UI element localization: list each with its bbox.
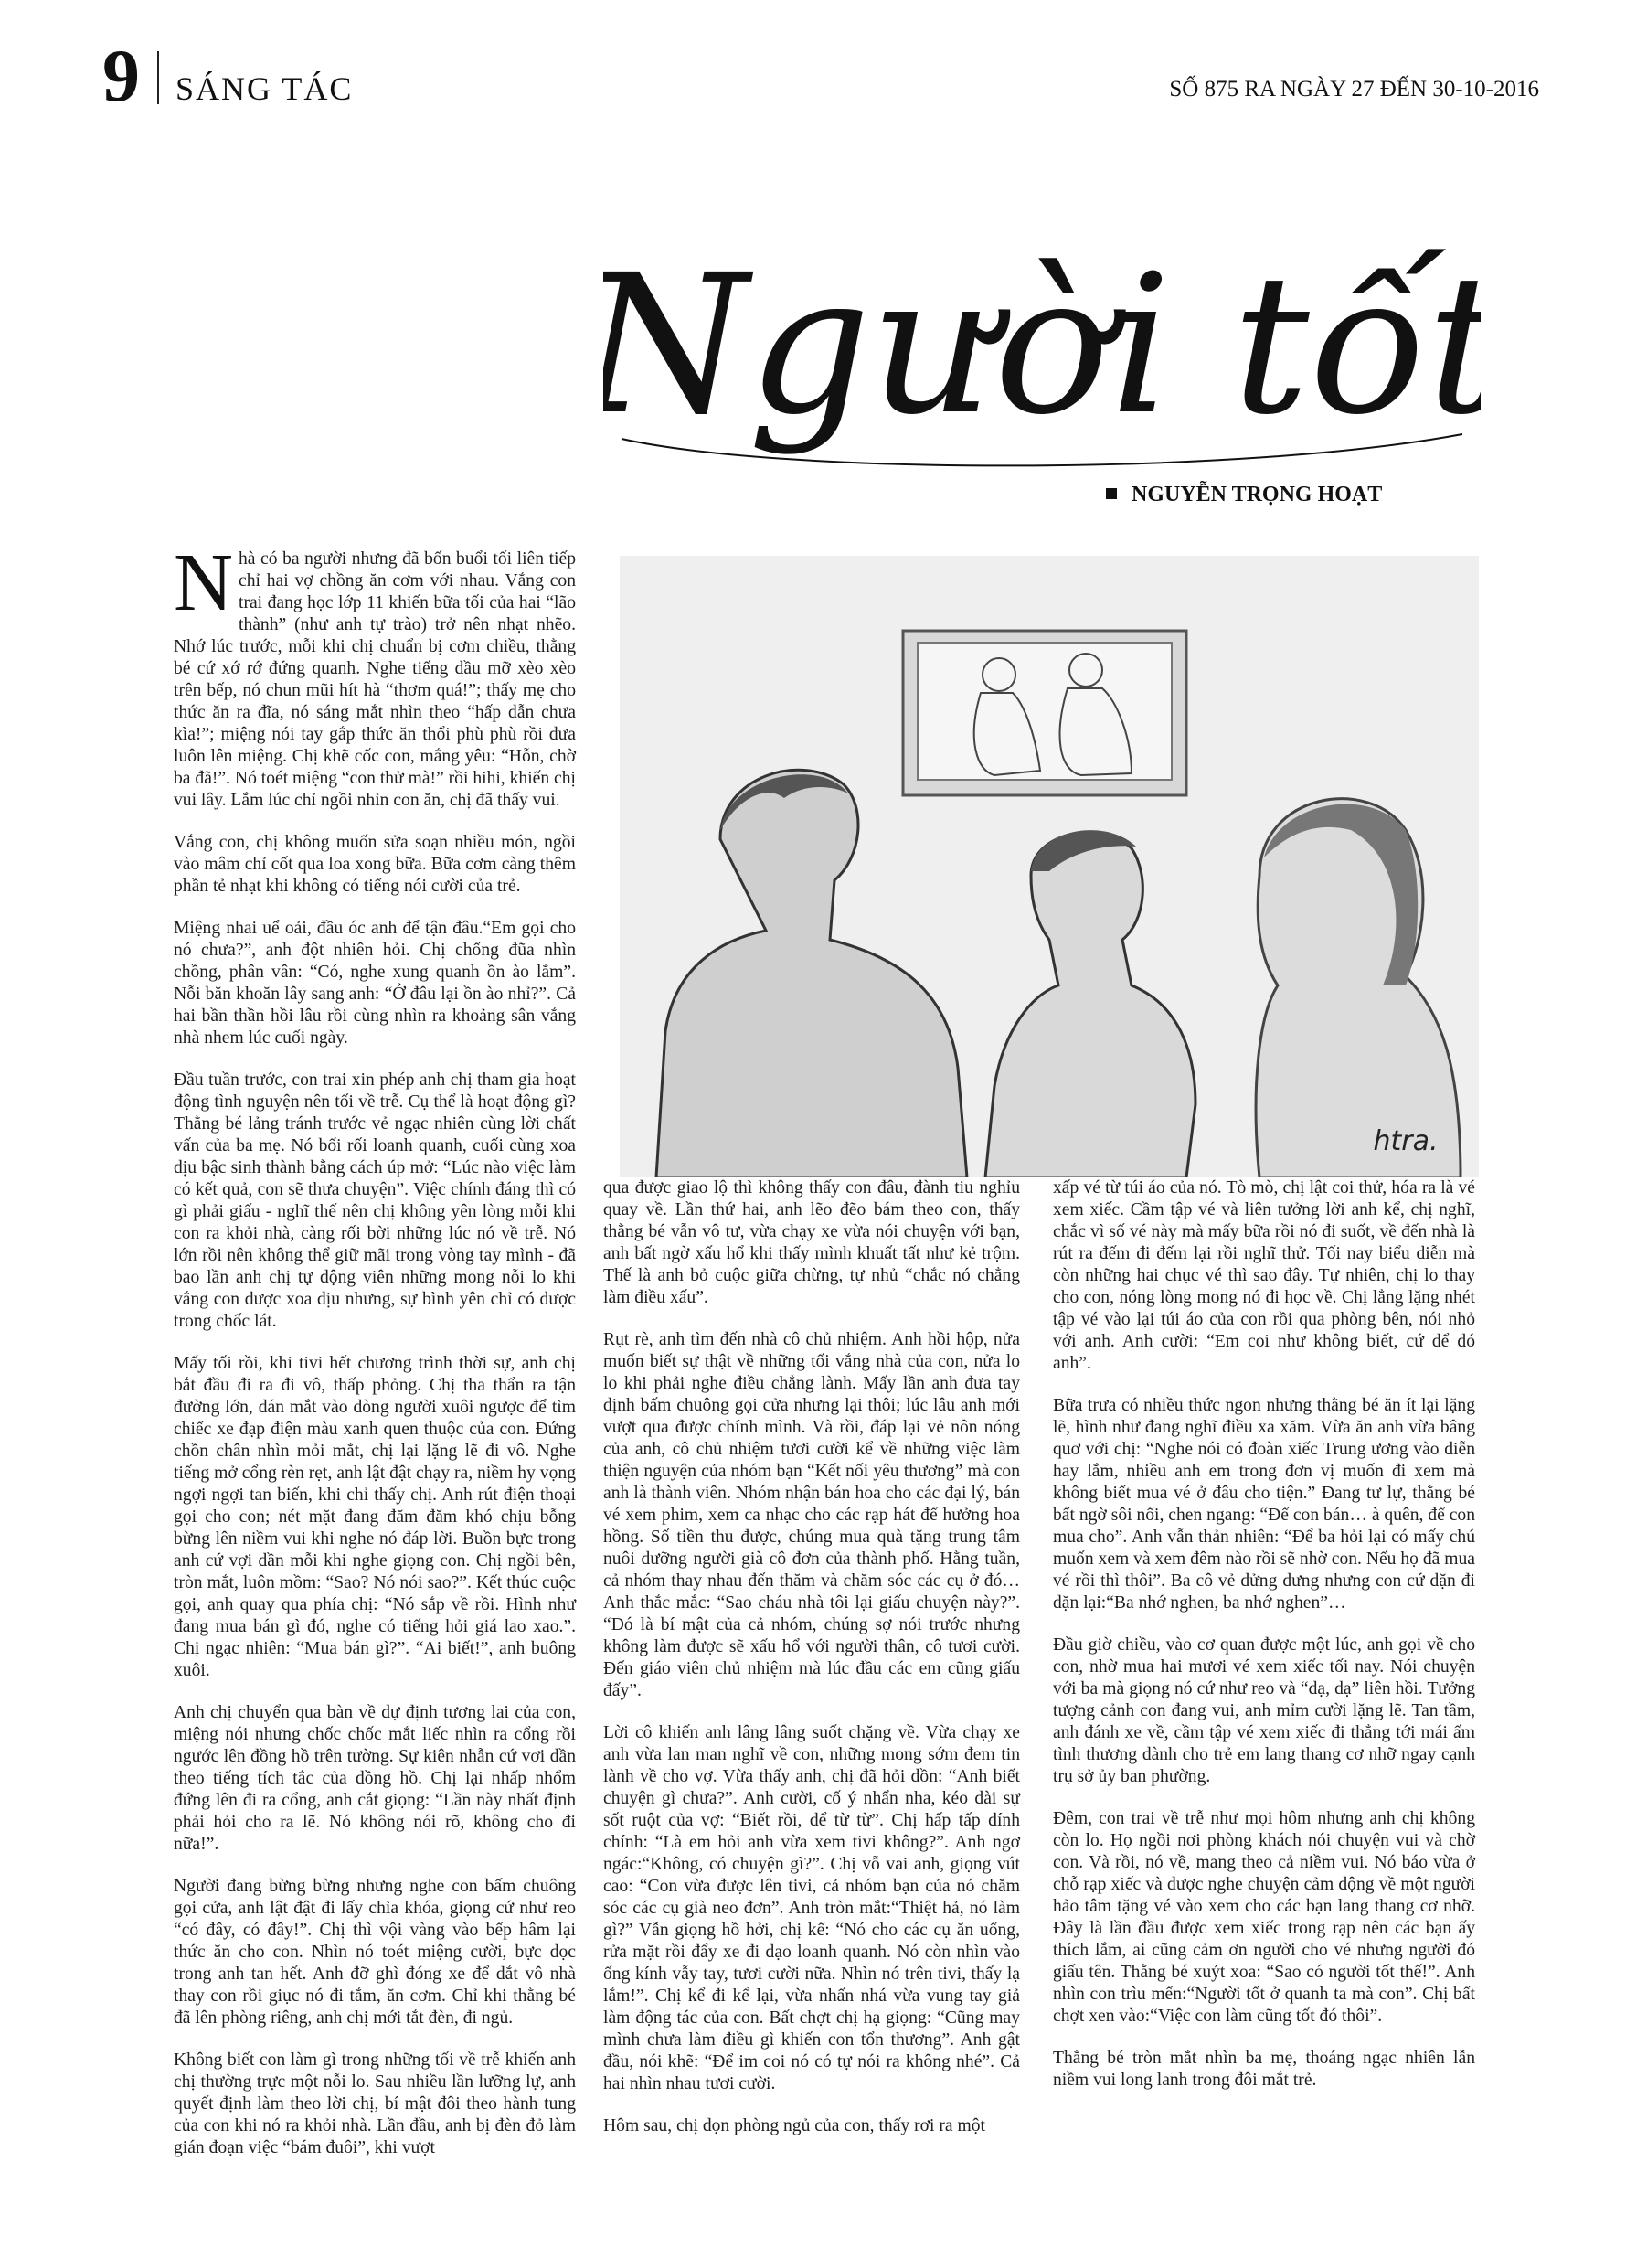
paragraph: Hôm sau, chị dọn phòng ngủ của con, thấy rơi ra một <box>603 2116 985 2135</box>
paragraph: xấp vé từ túi áo của nó. Tò mò, chị lật coi thử, hóa ra là vé xem xiếc. Cầm tập vé và liên tưởng lời anh kể, chị nghĩ, chắc vì số vé này mà mấy bữa rồi nó đi suốt, về đến nhà là rút ra đếm đi đếm lại rồi nghĩ thử. Tối nay biểu diễn mà còn những hai chục vé thì sao đây. Tự nhiên, chị lo thay cho con, nóng lòng mong nó đi học về. Chị lẳng lặng nhét tập vé vào lại túi áo của con rồi qua phòng bên, nói nhỏ với anh. Anh cười: “Em coi như không biết, cứ để đó anh”. <box>1053 1178 1475 1373</box>
paragraph: Đêm, con trai về trễ như mọi hôm nhưng anh chị không còn lo. Họ ngồi nơi phòng khách nói chuyện vui và chờ con. Và rồi, nó về, mang theo cả niềm vui. Nó báo vừa ở chỗ rạp xiếc và được nghe chuyện cảm động về một người hảo tâm tặng vé vào xem cho các bạn lang thang cơ nhỡ. Đây là lần đầu được xem xiếc trong rạp nên các bạn ấy thích lắm, ai cũng cảm ơn người cho vé nhưng người đó giấu tên. Thằng bé xuýt xoa: “Sao có người tốt thế!”. Anh nhìn con trìu mến:“Người tốt ở quanh ta mà con”. Chị bất chợt xen vào:“Việc con làm cũng tốt đó thôi”. <box>1053 1809 1475 2026</box>
paragraph: Đầu giờ chiều, vào cơ quan được một lúc, anh gọi về cho con, nhờ mua hai mươi vé xem xiếc tối nay. Nói chuyện với ba mà giọng nó cứ như reo và “dạ, dạ” liên hồi. Tưởng tượng cảnh con đang vui, anh mỉm cười lặng lẽ. Tan tầm, anh đánh xe về, cầm tập vé xem xiếc đi thẳng tới mái ấm tình thương dành cho trẻ em lang thang cơ nhỡ ngay cạnh trụ sở ủy ban phường. <box>1053 1635 1475 1786</box>
article-illustration <box>620 556 1479 1177</box>
article-title <box>603 137 1481 503</box>
drop-cap: N <box>174 538 233 628</box>
article-column-3 <box>1053 1177 1475 2112</box>
paragraph: Anh chị chuyển qua bàn về dự định tương lai của con, miệng nói nhưng chốc chốc mắt liếc nhìn ra cổng rồi ngước lên đồng hồ trên tường. Sự kiên nhẫn cứ vơi dần theo tiếng tích tắc của đồng hồ. Chị lại nhấp nhổm đứng lên đi ra cổng, anh cắt giọng: “Lần này nhất định phải hỏi cho ra lẽ. Nó không nói rõ, không cho đi nữa!”. <box>174 1703 576 1854</box>
issue-info: SỐ 875 RA NGÀY 27 ĐẾN 30-10-2016 <box>1169 77 1539 101</box>
page-number: 9 <box>102 34 140 117</box>
byline-square-icon <box>1106 488 1117 499</box>
tv-icon <box>903 631 1186 795</box>
paragraph-text: hà có ba người nhưng đã bốn buổi tối liên tiếp chỉ hai vợ chồng ăn cơm với nhau. Vắng con trai đang học lớp 11 khiến bữa tối của hai “lão thành” (như anh tự trào) trở nên nhạt nhẽo. Nhớ lúc trước, mỗi khi chị chuẩn bị cơm chiều, thằng bé cứ xớ rớ đứng quanh. Nghe tiếng dầu mỡ xèo xèo trên bếp, nó chun mũi hít hà “thơm quá!”; thấy mẹ cho thức ăn ra đĩa, nó sáng mắt nhìn theo “hấp dẫn chưa kìa!”; miệng nói tay gắp thức ăn thổi phù phù rồi đưa luôn lên miệng. Chị khẽ cốc con, mắng yêu: “Hỗn, chờ ba đã!”. Nó toét miệng “con thử mà!” rồi hihi, khiến chị vui lây. Lắm lúc chỉ ngồi nhìn con ăn, chị đã thấy vui. <box>174 549 576 810</box>
paragraph: Rụt rè, anh tìm đến nhà cô chủ nhiệm. Anh hồi hộp, nửa muốn biết sự thật về những tối vắng nhà của con, nửa lo lo khi phải nghe điều chẳng lành. Mấy lần anh đưa tay định bấm chuông gọi cửa nhưng lại thôi; lúc lâu anh mới vượt qua được chính mình. Và rồi, đáp lại vẻ nôn nóng của anh, cô chủ nhiệm tươi cười kể về những việc làm thiện nguyện của nhóm bạn “Kết nối yêu thương” mà con anh là thành viên. Nhóm nhận bán hoa cho các đại lý, bán vé xem phim, xem ca nhạc cho các rạp hát để hưởng hoa hồng. Số tiền thu được, chúng mua quà tặng trung tâm nuôi dưỡng người già cô đơn của thành phố. Hằng tuần, cả nhóm thay nhau đến thăm và chăm sóc các cụ ở đó… Anh thắc mắc: “Sao cháu nhà tôi lại giấu chuyện này?”. “Đó là bí mật của cả nhóm, chúng sợ nói trước nhưng không làm được sẽ xấu hổ với người thân, cô tươi cười. Đến giáo viên chủ nhiệm mà lúc đầu các em cũng giấu đấy”. <box>603 1330 1020 1700</box>
illustration-signature: htra. <box>1373 1125 1439 1157</box>
paragraph: qua được giao lộ thì không thấy con đâu, đành tiu nghỉu quay về. Lần thứ hai, anh lẽo đẽo bám theo con, thấy thằng bé vẫn vô tư, vừa chạy xe vừa nói chuyện với bạn, anh bất ngờ xấu hổ khi thấy mình khuất tất như kẻ trộm. Thế là anh bỏ cuộc giữa chừng, tự nhủ “chắc nó chẳng làm điều xấu”. <box>603 1178 1020 1307</box>
author-name: NGUYỄN TRỌNG HOẠT <box>1132 483 1383 506</box>
paragraph: Thằng bé tròn mắt nhìn ba mẹ, thoáng ngạc nhiên lẫn niềm vui long lanh trong đôi mắt trẻ. <box>1053 2049 1475 2090</box>
article-title-text: Người tốt <box>603 233 1481 457</box>
article-column-1 <box>174 538 576 2179</box>
paragraph: Người đang bừng bừng nhưng nghe con bấm chuông gọi cửa, anh lật đật đi lấy chìa khóa, giọng cứ như reo “có đây, có đây!”. Chị thì vội vàng vào bếp hâm lại thức ăn cho con. Nhìn nó toét miệng cười, bực dọc trong anh tan hết. Anh đỡ ghì đóng xe để dắt vô nhà thay con rồi giục nó đi tắm, ăn cơm. Chỉ khi thằng bé đã lên phòng riêng, anh chị mới tắt đèn, đi ngủ. <box>174 1877 576 2028</box>
article-column-2 <box>603 1177 1020 2157</box>
paragraph: Vắng con, chị không muốn sửa soạn nhiều món, ngồi vào mâm chỉ cốt qua loa xong bữa. Bữa cơm càng thêm phần tẻ nhạt khi không có tiếng nói cười của trẻ. <box>174 833 576 896</box>
paragraph: Mấy tối rồi, khi tivi hết chương trình thời sự, anh chị bắt đầu đi ra đi vô, thấp phỏng. Chị tha thẩn ra tận đường lớn, dán mắt vào dòng người xuôi ngược để tìm chiếc xe đạp điện màu xanh quen thuộc của con. Đứng chồn chân nhìn mỏi mắt, chị lại lặng lẽ đi vô. Nghe tiếng mở cổng rèn rẹt, anh lật đật chạy ra, niềm hy vọng ngợi ngợi tan biến, khi chỉ thấy chị. Anh rút điện thoại gọi cho con; nét mặt đang đăm đăm khó chịu bỗng bừng lên niềm vui khi nghe nó đáp lời. Buồn bực trong anh cứ vợi dần mỗi khi nghe giọng con. Chị ngồi bên, tròn mắt, luôn mồm: “Sao? Nó nói sao?”. Kết thúc cuộc gọi, anh quay qua phía chị: “Nó sắp về rồi. Hình như đang mua bán gì đó, nghe có tiếng hỏi giá lao xao.”. Chị ngạc nhiên: “Mua bán gì?”. “Ai biết!”, anh buông xuôi. <box>174 1354 576 1680</box>
byline <box>1106 483 1382 507</box>
paragraph: Đầu tuần trước, con trai xin phép anh chị tham gia hoạt động tình nguyện nên tối về trễ. Cụ thể là hoạt động gì? Thằng bé lảng tránh trước vẻ ngạc nhiên cùng lời chất vấn của ba mẹ. Nó bối rối loanh quanh, cuối cùng xoa dịu bậc sinh thành bằng cách úp mở: “Lúc nào việc làm có kết quả, con sẽ thưa chuyện”. Việc chính đáng thì có gì phải giấu - nghĩ thế nên chị không yên lòng mỗi khi con ra khỏi nhà, càng rối bời những lúc nó về trễ. Nó lớn rồi nên không thể giữ mãi trong vòng tay mình - đã bao lần anh chị tự động viên những mong nỗi lo khi vắng con được xoa dịu nhưng, sự bình yên chỉ có được trong chốc lát. <box>174 1070 576 1331</box>
section-name: SÁNG TÁC <box>175 70 354 107</box>
paragraph: Không biết con làm gì trong những tối về trễ khiến anh chị thường trực một nỗi lo. Sau nhiều lần lưỡng lự, anh quyết định làm theo lời chị, bí mật đôi theo hành tung của con khi nó ra khỏi nhà. Lần đầu, anh bị đèn đỏ làm gián đoạn việc “bám đuôi”, khi vượt <box>174 2050 576 2157</box>
header-divider <box>157 51 159 104</box>
paragraph: Lời cô khiến anh lâng lâng suốt chặng về. Vừa chạy xe anh vừa lan man nghĩ về con, những mong sớm đem tin lành về cho vợ. Vừa thấy anh, chị đã hỏi dồn: “Anh biết chuyện gì chưa?”. Anh cười, cố ý nhẩn nha, kéo dài sự sốt ruột của vợ: “Biết rồi, để từ từ”. Chị hấp tấp đính chính: “Là em hỏi anh vừa xem tivi không?”. Anh ngơ ngác:“Không, có chuyện gì?”. Chị vỗ vai anh, giọng vút cao: “Con vừa được lên tivi, cả nhóm bạn của nó chăm sóc các cụ già neo đơn”. Anh tròn mắt:“Thiệt hả, nó làm gì?” Vẫn giọng hồ hởi, chị kể: “Nó cho các cụ ăn uống, rửa mặt rồi đẩy xe đi dạo loanh quanh. Nó còn nhìn vào ống kính vẫy tay, tươi cười nữa. Nhìn nó trên tivi, thấy lạ lắm!”. Chị kể đi kể lại, vừa nhấn nhá vừa vung tay giả làm động tác của con. Bất chợt chị hạ giọng: “Cũng may mình chưa làm điều gì khiến con tổn thương”. Anh gật đầu, nói khẽ: “Để im coi nó có tự nói ra không nhé”. Cả hai nhìn nhau tươi cười. <box>603 1723 1020 2093</box>
paragraph <box>174 538 576 812</box>
paragraph: Bữa trưa có nhiều thức ngon nhưng thằng bé ăn ít lại lặng lẽ, hình như đang nghĩ điều xa xăm. Vừa ăn anh vừa bâng quơ với chị: “Nghe nói có đoàn xiếc Trung ương vào diễn hay lắm, nhiều anh em trong đơn vị muốn đi xem mà không biết mua vé ở đâu cho tiện.” Đang tư lự, thằng bé bất ngờ sôi nổi, chen ngang: “Để con bán… à quên, để con mua cho”. Anh vẫn thản nhiên: “Để ba hỏi lại có mấy chú muốn xem và xem đêm nào rồi sẽ nhờ con. Nếu họ đã mua vé rồi thì thôi”. Ba cô vẻ dửng dưng nhưng con cứ dặn đi dặn lại:“Ba nhớ nghen, ba nhớ nghen”… <box>1053 1396 1475 1613</box>
paragraph: Miệng nhai uể oải, đầu óc anh để tận đâu.“Em gọi cho nó chưa?”, anh đột nhiên hỏi. Chị chống đũa nhìn chồng, phân vân: “Có, nghe xung quanh ồn ào lắm”. Nỗi băn khoăn lây sang anh: “Ở đâu lại ồn ào nhỉ?”. Cả hai bần thần hồi lâu rồi cùng nhìn ra khoảng sân vắng nhà nhem lúc cuối ngày. <box>174 919 576 1048</box>
